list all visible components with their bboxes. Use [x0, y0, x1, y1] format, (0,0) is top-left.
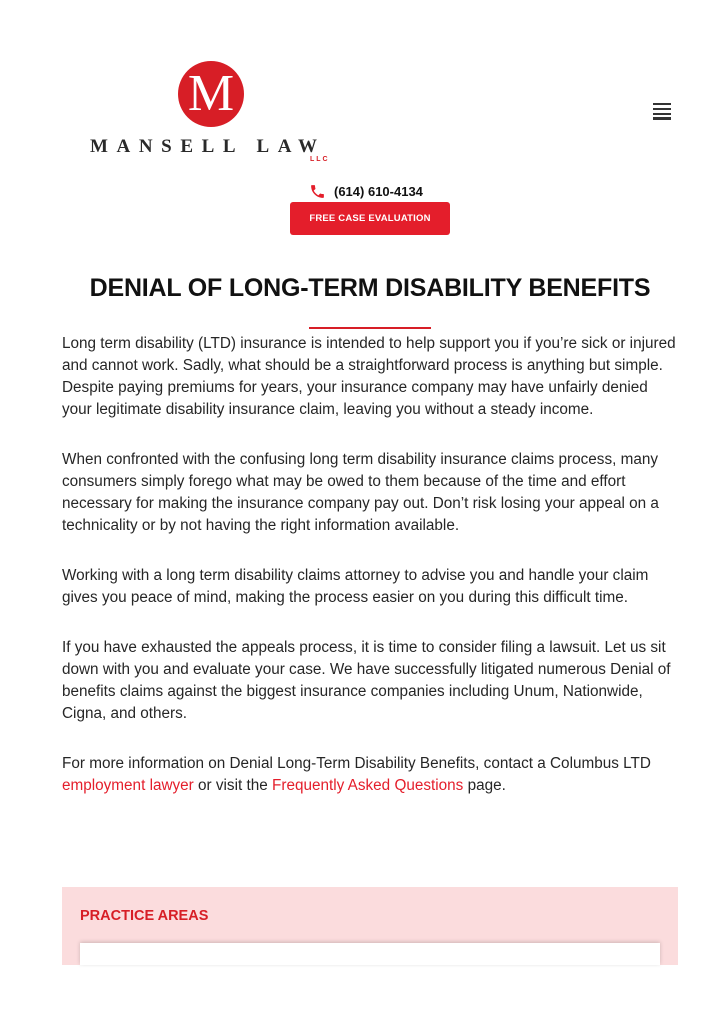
- free-case-evaluation-button[interactable]: FREE CASE EVALUATION: [290, 202, 450, 235]
- faq-link[interactable]: Frequently Asked Questions: [272, 777, 464, 794]
- logo-llc: LLC: [310, 156, 330, 163]
- title-underline: [309, 327, 431, 329]
- phone-link[interactable]: [309, 183, 423, 200]
- practice-areas-card: [80, 943, 660, 965]
- logo-emblem: M: [178, 61, 244, 127]
- phone-number: (614) 610-4134: [334, 184, 423, 199]
- phone-icon: [309, 183, 326, 200]
- employment-lawyer-link[interactable]: employment lawyer: [62, 777, 194, 794]
- site-header: [0, 0, 720, 224]
- contact-text: page.: [463, 777, 506, 794]
- page-title: DENIAL OF LONG-TERM DISABILITY BENEFITS: [89, 274, 651, 302]
- contact-text: For more information on Denial Long-Term Disability Benefits, contact a Columbus LTD: [62, 755, 651, 772]
- contact-text: or visit the: [193, 777, 272, 794]
- contact-paragraph: [62, 753, 676, 797]
- paragraph: When confronted with the confusing long term disability insurance claims process, many consumers simply forego what may be owed to them because of the time and effort necessary for making the insurance company pay out. Don’t risk losing your appeal on a technicality or by not having the right information available.: [62, 451, 659, 534]
- practice-areas-section: [62, 887, 678, 965]
- logo-wordmark: MANSELL LAW: [90, 136, 326, 157]
- article-content: [62, 333, 676, 825]
- paragraph: Long term disability (LTD) insurance is intended to help support you if you’re sick or injured and cannot work. Sadly, what should be a straightforward process is anything but simple. Despite paying premiums for years, your insurance company may have unfairly denied your legitimate disability insurance claim, leaving you without a steady income.: [62, 335, 676, 418]
- hamburger-menu-icon[interactable]: [653, 103, 671, 121]
- mansell-law-logo[interactable]: [88, 58, 338, 166]
- paragraph: Working with a long term disability claims attorney to advise you and handle your claim gives you peace of mind, making the process easier on you during this difficult time.: [62, 567, 649, 606]
- paragraph: If you have exhausted the appeals process, it is time to consider filing a lawsuit. Let us sit down with you and evaluate your case. We have successfully litigated numerous Denial of benefits claims against the biggest insurance companies including Unum, Nationwide, Cigna, and others.: [62, 639, 671, 722]
- practice-areas-heading: PRACTICE AREAS: [80, 908, 209, 924]
